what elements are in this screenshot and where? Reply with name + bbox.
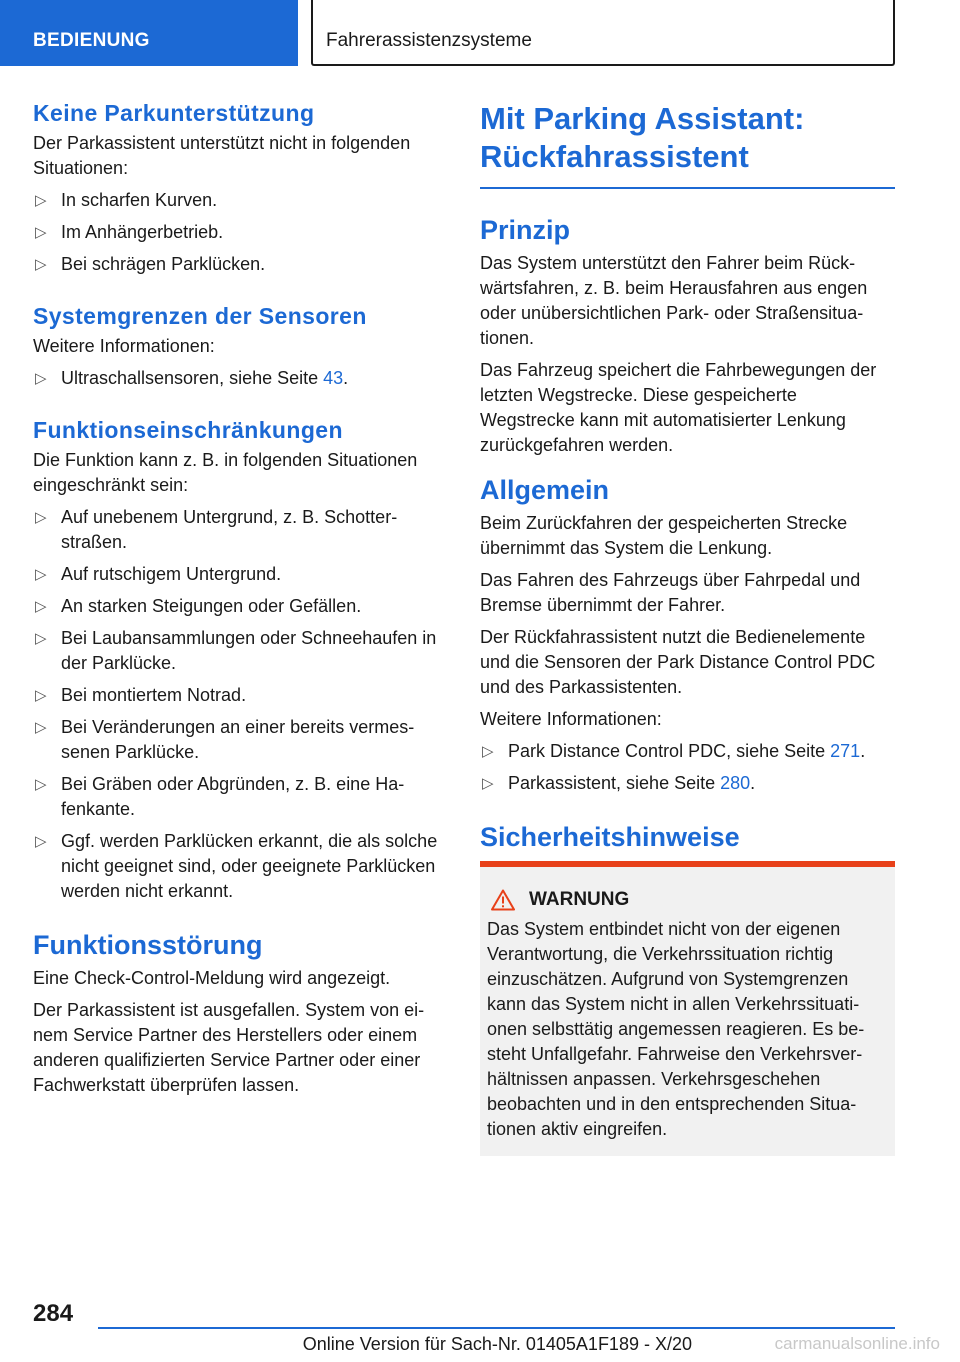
triangle-bullet-icon: ▷ — [35, 598, 47, 615]
left-column — [33, 100, 445, 1105]
heading-systemgrenzen: Systemgrenzen der Sensoren — [33, 303, 367, 329]
list-item: ▷ Parkassistent, siehe Seite 280. — [480, 771, 895, 796]
heading-allgemein: Allgemein — [480, 475, 610, 505]
paragraph: Das Fahren des Fahrzeugs über Fahrpedal und Bremse übernimmt der Fahrer. — [480, 570, 861, 615]
warning-triangle-icon — [491, 889, 515, 911]
page-number: 284 — [33, 1300, 74, 1327]
paragraph: Der Rückfahrassistent nutzt die Bedienelemente und die Sensoren der Park Distance Control PDC und des Parkassistenten. — [480, 627, 876, 697]
list-item: ▷ Ggf. werden Parklücken erkannt, die als solche nicht geeignet sind, oder geeignete Parklücken werden nicht erkannt. — [35, 831, 438, 901]
triangle-bullet-icon: ▷ — [35, 509, 47, 526]
bullet-list — [33, 505, 445, 904]
footer-version: Online Version für Sach-Nr. 01405A1F189 - X/20 — [302, 1334, 692, 1354]
triangle-bullet-icon: ▷ — [35, 833, 47, 850]
list-item: ▷ Ultraschallsensoren, siehe Seite 43. — [33, 366, 445, 391]
bullet-list — [480, 739, 895, 796]
triangle-bullet-icon: ▷ — [35, 719, 47, 736]
page-link-43[interactable]: 43 — [323, 368, 344, 388]
chapter-title: Fahrerassistenzsysteme — [326, 30, 532, 51]
paragraph: Das Fahrzeug speichert die Fahrbewegungen der letzten Wegstrecke. Diese gespeicherte Wegstrecke kann mit automatisierter Lenkung zurückgefahren werden. — [480, 360, 877, 455]
page-link-280[interactable]: 280 — [720, 773, 751, 793]
list-item: ▷ Auf unebenem Untergrund, z. B. Schotterstraßen. — [35, 507, 398, 552]
triangle-bullet-icon: ▷ — [35, 566, 47, 583]
paragraph: Weitere Informationen: — [480, 709, 662, 729]
triangle-bullet-icon: ▷ — [482, 775, 494, 792]
list-item: ▷ Bei Veränderungen an einer bereits vermessenen Parklücke. — [35, 717, 415, 762]
list-item: ▷ Bei Laubansammlungen oder Schneehaufen in der Parklücke. — [35, 628, 437, 673]
list-item: ▷ Park Distance Control PDC, siehe Seite 271. — [480, 739, 895, 764]
section-title: BEDIENUNG — [33, 30, 150, 51]
triangle-bullet-icon: ▷ — [35, 776, 47, 793]
paragraph: Beim Zurückfahren der gespeicherten Strecke übernimmt das System die Lenkung. — [480, 513, 848, 558]
section-tab — [0, 0, 298, 66]
paragraph: Der Parkassistent ist ausgefallen. System von einem Service Partner des Herstellers oder einem anderen qualifizierten Service Partner oder einer Fachwerkstatt überprüfen lassen. — [33, 1000, 425, 1095]
heading-prinzip: Prinzip — [480, 215, 571, 245]
footer-divider — [98, 1327, 895, 1329]
right-column — [480, 100, 895, 1156]
triangle-bullet-icon: ▷ — [482, 743, 494, 760]
warning-text: Das System entbindet nicht von der eigenen Verantwortung, die Verkehrssituation richtig einzuschätzen. Aufgrund von Systemgrenzen kann das System nicht in allen Verkehrssituationen selbsttätig angemessen reagieren. Es besteht Unfallgefahr. Fahrweise den Verkehrsverhältnissen anpassen. Verkehrsgeschehen beobachten und in den entsprechenden Situationen aktiv eingreifen. — [487, 919, 865, 1139]
bullet-list — [33, 188, 445, 277]
list-item: ▷ In scharfen Kurven. — [33, 188, 445, 213]
bullet-list — [33, 366, 445, 391]
warning-label: WARNUNG — [529, 889, 630, 910]
warning-box — [480, 861, 895, 1156]
warning-title — [487, 889, 887, 911]
paragraph: Das System unterstützt den Fahrer beim Rückwärtsfahren, z. B. beim Herausfahren aus engen oder unübersichtlichen Park- oder Straßensituationen. — [480, 253, 868, 348]
triangle-bullet-icon: ▷ — [35, 256, 47, 273]
triangle-bullet-icon: ▷ — [35, 370, 47, 387]
heading-sicherheitshinweise: Sicherheitshinweise — [480, 822, 740, 852]
paragraph: Eine Check-Control-Meldung wird angezeigt. — [33, 968, 391, 988]
triangle-bullet-icon: ▷ — [35, 192, 47, 209]
heading-rueckfahrassistent: Mit Parking Assistant: Rückfahrassistent — [480, 101, 805, 174]
watermark: carmanualsonline.info — [774, 1334, 940, 1353]
paragraph: Der Parkassistent unterstützt nicht in folgenden Situationen: — [33, 133, 411, 178]
list-item: ▷ Bei schrägen Parklücken. — [33, 252, 445, 277]
list-item: ▷ Auf rutschigem Untergrund. — [33, 562, 445, 587]
triangle-bullet-icon: ▷ — [35, 630, 47, 647]
heading-keine-parkunterstuetzung: Keine Parkunterstützung — [33, 100, 315, 126]
list-item: ▷ Im Anhängerbetrieb. — [33, 220, 445, 245]
triangle-bullet-icon: ▷ — [35, 224, 47, 241]
heading-funktionsstoerung: Funktionsstörung — [33, 930, 263, 960]
heading-funktionseinschraenkungen: Funktionseinschränkungen — [33, 417, 343, 443]
page-link-271[interactable]: 271 — [830, 741, 861, 761]
paragraph: Die Funktion kann z. B. in folgenden Situationen eingeschränkt sein: — [33, 450, 418, 495]
list-item: ▷ Bei montiertem Notrad. — [33, 683, 445, 708]
list-item: ▷ An starken Steigungen oder Gefällen. — [33, 594, 445, 619]
triangle-bullet-icon: ▷ — [35, 687, 47, 704]
paragraph: Weitere Informationen: — [33, 336, 215, 356]
chapter-tab — [311, 0, 895, 66]
heading-divider — [480, 187, 895, 189]
list-item: ▷ Bei Gräben oder Abgründen, z. B. eine Hafenkante. — [35, 774, 405, 819]
